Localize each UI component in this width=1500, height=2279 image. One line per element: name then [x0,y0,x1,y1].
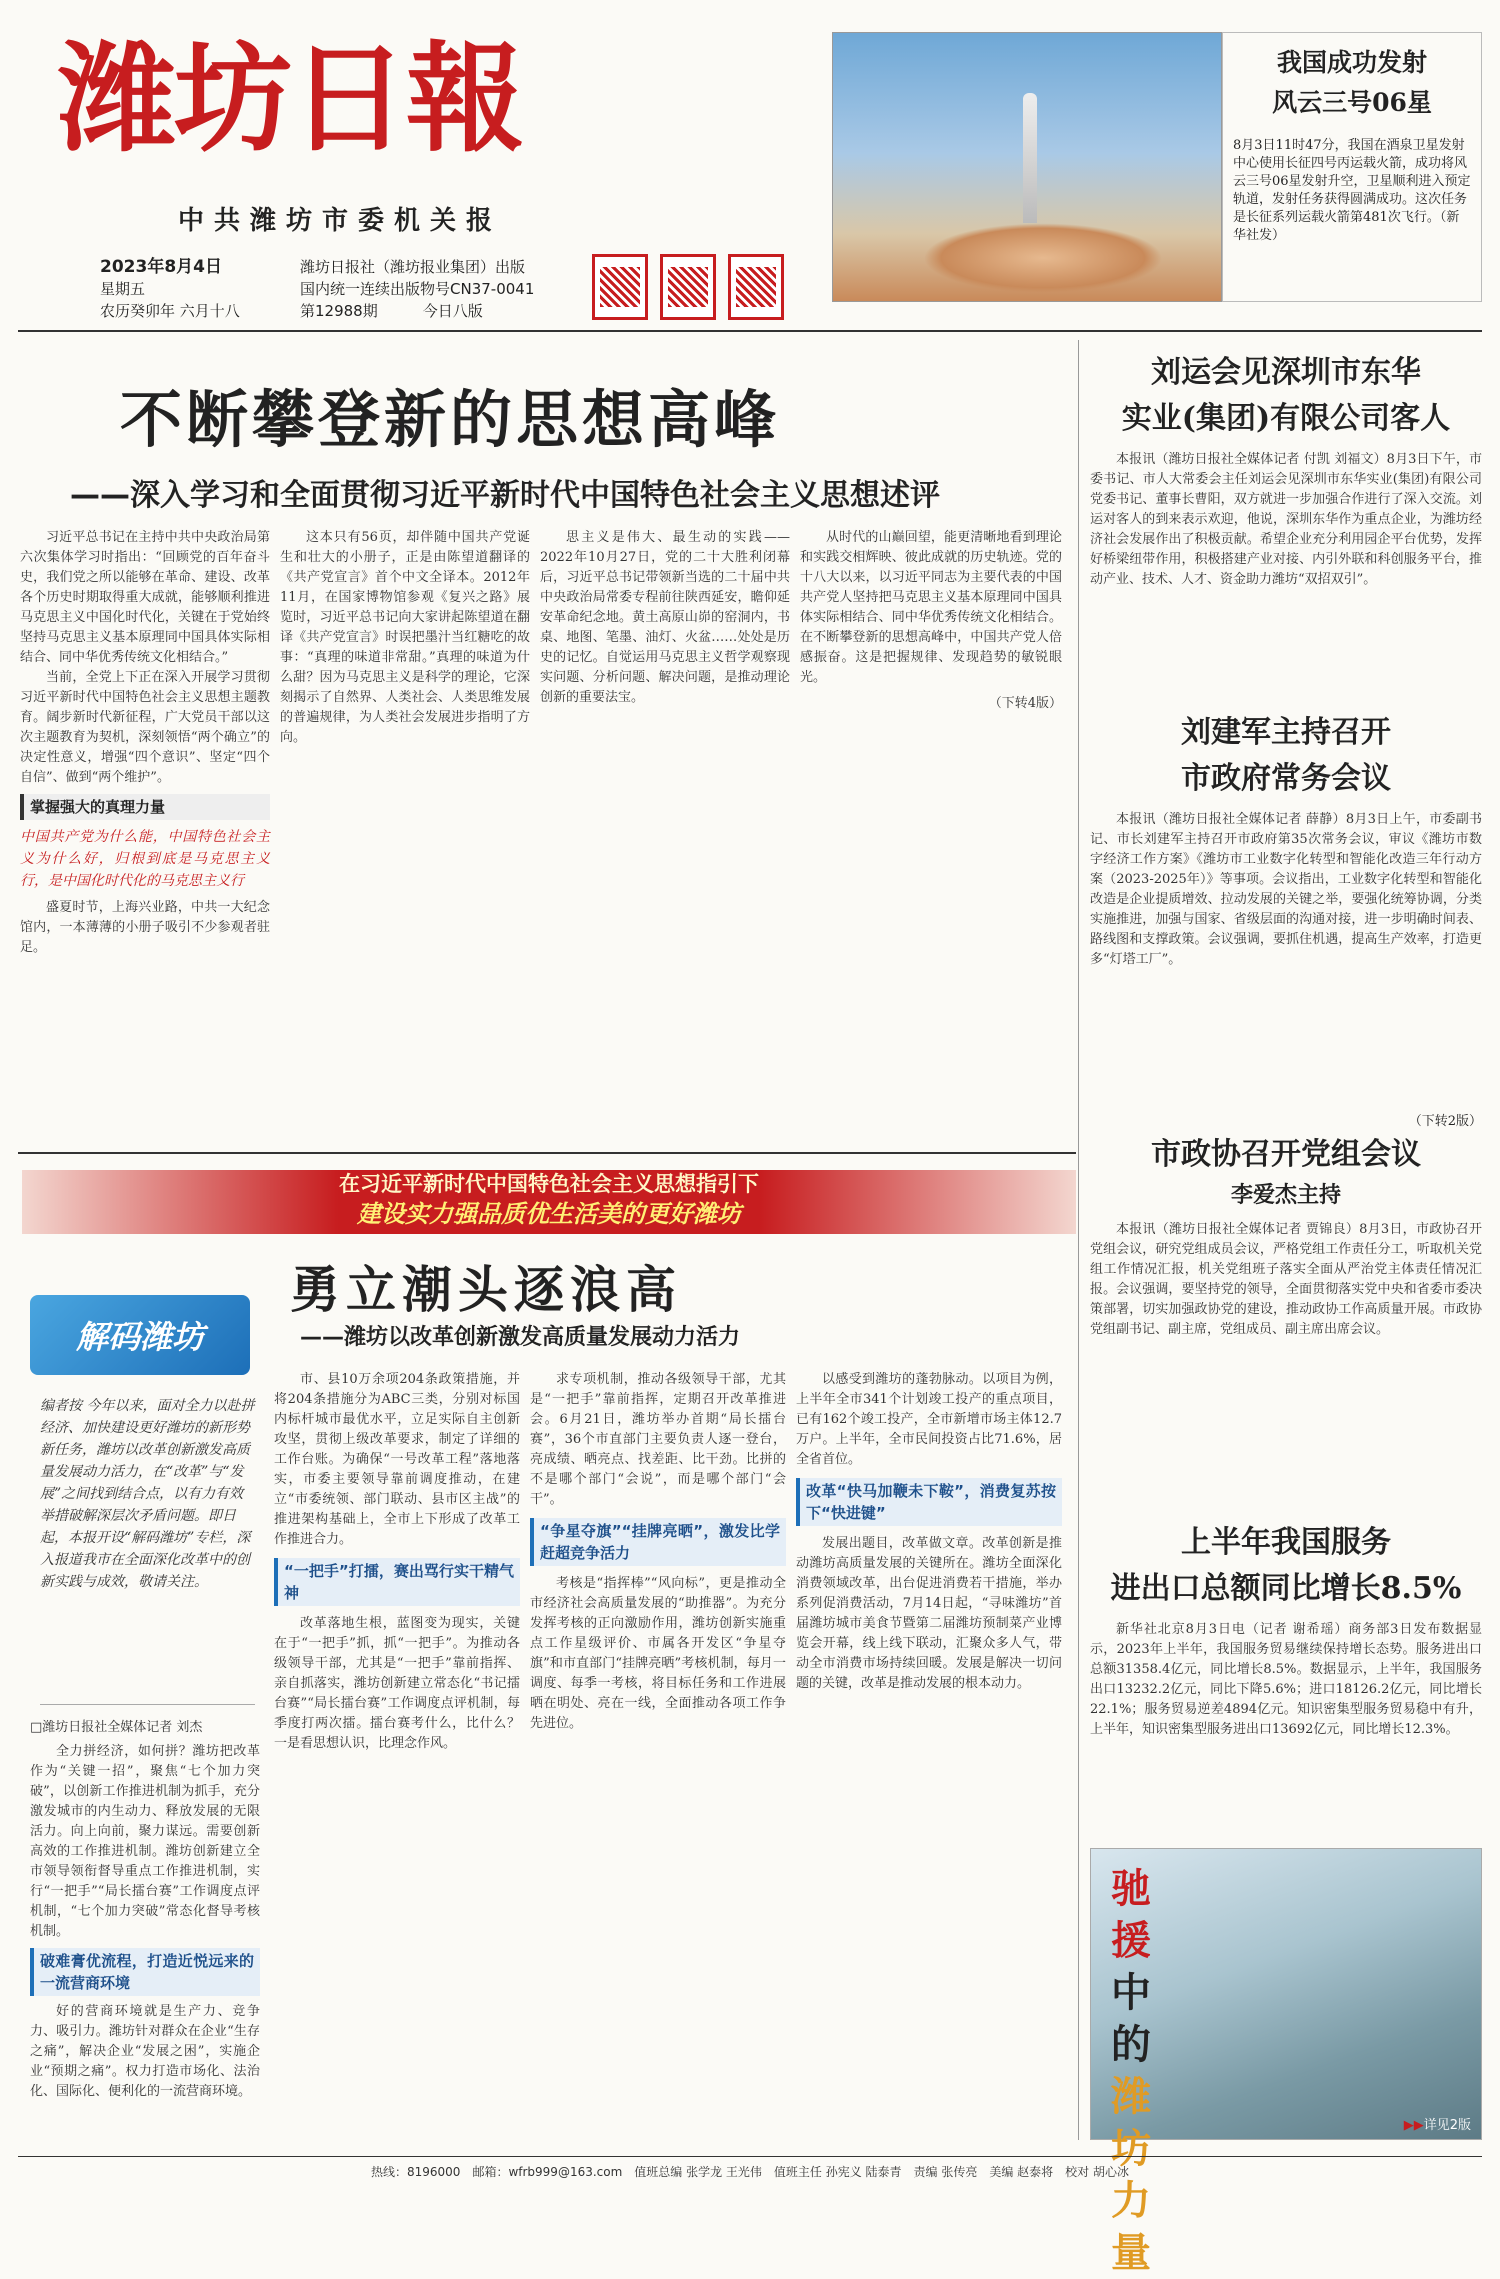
feature-section-4: 改革“快马加鞭未下鞍”，消费复苏按下“快进键” [796,1478,1062,1526]
lead-headline[interactable]: 不断攀登新的思想高峰 [120,383,781,456]
qr-code-icon[interactable] [660,254,716,320]
side-article-2[interactable] [1090,710,1482,1129]
side-article-3[interactable] [1090,1132,1482,1450]
rocket-launch-photo [832,32,1222,302]
masthead-subtitle: 中共潍坊市委机关报 [178,206,503,236]
feature-column-2 [274,1370,520,2150]
top-news-body: 8月3日11时47分，我国在酒泉卫星发射中心使用长征四号丙运载火箭，成功将风云三号06星发射升空，卫星顺利进入预定轨道，发射任务获得圆满成功。这次任务是长征系列运载火箭第481次飞行。（新华社发） [1233,138,1471,243]
feature-column-1 [30,1718,260,2148]
arrow-icon: ▶▶ [1403,2118,1424,2133]
lead-col3-text: 思主义是伟大、最生动的实践——2022年10月27日，党的二十大胜利闭幕后，习近平总书记带领新当选的二十届中共中央政治局常委专程前往陕西延安，瞻仰延安革命纪念地。黄土高原山峁的窑洞内，书桌、地图、笔墨、油灯、火盆……处处是历史的记忆。自觉运用马克思主义哲学观察现实问题、分析问题、解决问题，是推动理论创新的重要法宝。 [540,530,790,705]
side1-title-line1: 刘运会见深圳市东华 [1151,355,1421,390]
decode-weifang-badge: 解码潍坊 [30,1295,250,1375]
lead-col1-text: 习近平总书记在主持中共中央政治局第六次集体学习时指出：“回顾党的百年奋斗史，我们党之所以能够在革命、建设、改革各个历史时期取得重大成就，能够顺利推进马克思主义中国化时代化，关键在于党始终坚持马克思主义基本原理同中国具体实际相结合、同中华优秀传统文化相结合。” [20,530,270,665]
feature-col3b-text: 考核是“指挥棒”“风向标”，更是推动全市经济社会高质量发展的“助推器”。为充分发挥考核的正向激励作用，潍坊创新实施重点工作星级评价、市属各开发区“争星夺旗”和市直部门“挂牌亮晒”考核机制，每月一调度、每季一考核，将目标任务和工作进展晒在明处、亮在一线，全面推动各项工作争先进位。 [530,1576,786,1731]
masthead-logo: 潍坊日報 [58,29,523,168]
lead-column-1 [20,528,270,1138]
lead-col2-text: 这本只有56页，却伴随中国共产党诞生和壮大的小册子，正是由陈望道翻译的《共产党宣言》首个中文全译本。2012年11月，在国家博物馆参观《复兴之路》展览时，习近平总书记向大家讲起陈望道在翻译《共产党宣言》时误把墨汁当红糖吃的故事：“真理的味道非常甜。”真理的味道为什么甜？因为马克思主义是科学的理论，它深刻揭示了自然界、人类社会、人类思维发展的普遍规律，为人类社会发展进步指明了方向。 [280,530,530,745]
feature-section-1: 破难膏优流程，打造近悦远来的一流营商环境 [30,1948,260,1996]
feature-column-3 [530,1370,786,2150]
side1-body: 本报讯（潍坊日报社全媒体记者 付凯 刘福文）8月3日下午，市委书记、市人大常委会主任刘运会见深圳市东华实业(集团)有限公司党委书记、董事长曹阳，双方就进一步加强合作进行了深入交流。刘运对客人的到来表示欢迎，他说，深圳东华作为重点企业，为潍坊经济社会发展作出了积极贡献。希望企业充分利用园企平台优势，发挥好桥梁纽带作用，积极搭建产业对接、内引外联和科创服务平台，推动产业、技术、人才、资金助力潍坊“双招双引”。 [1090,452,1482,587]
lead-section-title: 掌握强大的真理力量 [20,794,270,820]
side1-title-line2: 实业(集团)有限公司客人 [1121,401,1451,436]
lead-column-4 [800,528,1062,1138]
feature-col1-text: 全力拼经济，如何拼？潍坊把改革作为“关键一招”，聚焦“七个加力突破”，以创新工作推进机制为抓手，充分激发城市的内生动力、释放发展的无限活力。向上向前，聚力谋远。需要创新高效的工作推进机制。潍坊创新建立全市领导领衔督导重点工作推进机制，实行“一把手”“局长擂台赛”工作调度点评机制，“七个加力突破”常态化督导考核机制。 [30,1744,260,1939]
lead-column-2 [280,528,530,1138]
side-article-1[interactable] [1090,350,1482,690]
issue-number: 第12988期 [300,302,378,320]
page-count: 今日八版 [422,302,483,320]
lead-jump[interactable]: （下转4版） [988,696,1062,711]
issue-date: 2023年8月4日 [100,257,222,277]
side4-title-line2: 进出口总额同比增长8.5% [1110,1571,1462,1606]
publisher: 潍坊日报社（潍坊报业集团）出版 [300,258,526,276]
lead-quote: 中国共产党为什么能，中国特色社会主义为什么好，归根到底是马克思主义行，是中国化时代化的马克思主义行 [20,829,270,889]
side2-jump[interactable]: （下转2版） [1408,1114,1482,1129]
side2-body: 本报讯（潍坊日报社全媒体记者 薛静）8月3日上午，市委副书记、市长刘建军主持召开市政府第35次常务会议，审议《潍坊市数字经济工作方案》《潍坊市工业数字化转型和智能化改造三年行动方案（2023-2025年）》等事项。会议指出，工业数字化转型和智能化改造是企业提质增效、拉动发展的关键之举，要强化统筹协调，分类实施推进，加强与国家、省级层面的沟通对接，进一步明确时间表、路线图和支撑政策。会议强调，要抓住机遇，提高生产效率，打造更多“灯塔工厂”。 [1090,812,1482,967]
serial-number: 国内统一连续出版物号CN37-0041 [300,280,535,298]
side2-title-line1: 刘建军主持召开 [1181,715,1391,750]
side2-title-line2: 市政府常务会议 [1181,761,1391,796]
feature-column-4 [796,1370,1062,2150]
footer-credits: 热线：8196000 邮箱：wfrb999@163.com 值班总编 张学龙 王光伟 值班主任 孙宪义 陆泰青 责编 张传亮 美编 赵泰将 校对 胡心冰 [18,2156,1482,2186]
top-news-title-line1: 我国成功发射 [1276,48,1427,77]
flood-title-c: 潍坊力量 [1111,2073,1151,2276]
feature-byline: □潍坊日报社全媒体记者 刘杰 [30,1720,203,1735]
dateline [100,256,240,322]
theme-banner [22,1170,1076,1234]
rocket-icon [1023,93,1037,223]
feature-headline[interactable]: 勇立潮头逐浪高 [290,1260,682,1319]
side3-title-line1: 市政协召开党组会议 [1151,1137,1421,1172]
launch-smoke [923,223,1163,293]
flood-title [1111,1863,1171,2279]
feature-col2b-text: 改革落地生根，蓝图变为现实，关键在于“一把手”抓，抓“一把手”。为推动各级领导干部，尤其是“一把手”靠前指挥、亲自抓落实，潍坊创新建立常态化“书记擂台赛”“局长擂台赛”工作调度点评机制，每季度打两次擂。擂台赛考什么，比什么？一是看思想认识，比理念作风。 [274,1616,520,1751]
side4-title-line1: 上半年我国服务 [1181,1525,1391,1560]
flood-rescue-photo[interactable] [1090,1848,1482,2276]
banner-line2: 建设实力强品质优生活美的更好潍坊 [357,1200,741,1228]
feature-col2-text: 市、县10万余项204条政策措施，并将204条措施分为ABC三类，分别对标国内标杆城市最优水平，立足实际自主创新攻坚，贯彻上级改革要求，制定了详细的工作台账。为确保“一号改革工程”落地落实，市委主要领导靠前调度推动，在建立“市委统领、部门联动、县市区主战”的推进架构基础上，全市上下形成了改革工作推进合力。 [274,1372,520,1547]
feature-col1b-text: 好的营商环境就是生产力、竞争力、吸引力。潍坊针对群众在企业“生存之痛”，解决企业“发展之困”，实施企业“预期之痛”。权力打造市场化、法治化、国际化、便利化的一流营商环境。 [30,2004,260,2099]
side3-title-line2: 李爱杰主持 [1230,1182,1341,1208]
lead-column-3 [540,528,790,1138]
banner-line1: 在习近平新时代中国特色社会主义思想指引下 [339,1172,759,1196]
editor-note: 编者按 今年以来，面对全力以赴拼经济、加快建设更好潍坊的新形势新任务，潍坊以改革创新激发高质量发展动力活力，在“改革”与“发展”之间找到结合点，以有力有效举措破解深层次矛盾问题。即日起，本报开设“解码潍坊”专栏，深入报道我市在全面深化改革中的创新实践与成效，敬请关注。 [40,1395,255,1705]
lead-subhead: ——深入学习和全面贯彻习近平新时代中国特色社会主义思想述评 [70,478,940,513]
issue-lunar-date: 农历癸卯年 六月十八 [100,302,240,320]
side3-body: 本报讯（潍坊日报社全媒体记者 贾锦良）8月3日，市政协召开党组会议，研究党组成员会议，严格党组工作责任分工，听取机关党组工作情况汇报，机关党组班子落实全面从严治党主体责任情况汇报。会议强调，要坚持党的领导，全面贯彻落实党中央和省委市委决策部署，切实加强政协党的建设，推动政协工作高质量开展。市政协党组副书记、副主席，党组成员、副主席出席会议。 [1090,1222,1482,1337]
top-news-box[interactable] [1222,32,1482,302]
feature-section-3: “争星夺旗”“挂牌亮晒”，激发比学赶超竞争活力 [530,1518,786,1566]
issue-weekday: 星期五 [100,280,146,298]
flood-title-a: 驰援 [1111,1865,1151,1964]
feature-subhead: ——潍坊以改革创新激发高质量发展动力活力 [300,1325,741,1350]
feature-col3-text: 求专项机制，推动各级领导干部，尤其是“一把手”靠前指挥，定期召开改革推进会。6月21日，潍坊举办首期“局长擂台赛”，36个市直部门主要负责人逐一登台，亮成绩、晒亮点、找差距、比干劲。比拼的不是哪个部门“会说”，而是哪个部门“会干”。 [530,1372,786,1507]
column-divider [1078,340,1079,2140]
qr-code-icon[interactable] [592,254,648,320]
masthead [58,29,678,236]
top-news-title-line2: 风云三号06星 [1272,88,1432,117]
lead-col1c-text: 盛夏时节，上海兴业路，中共一大纪念馆内，一本薄薄的小册子吸引不少参观者驻足。 [20,900,270,955]
publication-info [300,256,534,322]
side4-body: 新华社北京8月3日电（记者 谢希瑶）商务部3日发布数据显示，2023年上半年，我国服务贸易继续保持增长态势。服务进出口总额31358.4亿元，同比增长8.5%。数据显示，上半年，我国服务出口13232.2亿元，同比下降5.6%；进口18126.2亿元，同比增长22.1%；服务贸易逆差4894亿元。知识密集型服务贸易稳中有升，上半年，知识密集型服务进出口13692亿元，同比增长12.3%。 [1090,1622,1482,1737]
qr-code-icon[interactable] [728,254,784,320]
feature-section-2: “一把手”打擂，赛出骂行实干精气神 [274,1558,520,1606]
flood-jump[interactable]: ▶▶详见2版 [1403,2118,1471,2133]
lead-col1b-text: 当前，全党上下正在深入开展学习贯彻习近平新时代中国特色社会主义思想主题教育。阔步新时代新征程，广大党员干部以这次主题教育为契机，深刻领悟“两个确立”的决定性意义，增强“四个意识”、坚定“四个自信”、做到“两个维护”。 [20,670,270,785]
lead-col4-text: 从时代的山巅回望，能更清晰地看到理论和实践交相辉映、彼此成就的历史轨迹。党的十八大以来，以习近平同志为主要代表的中国共产党人坚持把马克思主义基本原理同中国具体实际相结合、同中华优秀传统文化相结合。在不断攀登新的思想高峰中，中国共产党人倍感振奋。这是把握规律、发现趋势的敏锐眼光。 [800,530,1062,685]
feature-col4-text: 以感受到潍坊的蓬勃脉动。以项目为例，上半年全市341个计划竣工投产的重点项目，已有162个竣工投产，全市新增市场主体12.7万户。上半年，全市民间投资占比71.6%，居全省首位。 [796,1372,1062,1467]
feature-col4b-text: 发展出题目，改革做文章。改革创新是推动潍坊高质量发展的关键所在。潍坊全面深化消费领域改革，出台促进消费若干措施，举办系列促消费活动，7月14日起，“寻味潍坊”首届潍坊城市美食节暨第二届潍坊预制菜产业博览会开幕，线上线下联动，汇聚众多人气，带动全市消费市场持续回暖。发展是解决一切问题的关键，改革是推动发展的根本动力。 [796,1536,1062,1691]
flood-title-b: 中的 [1111,1969,1151,2068]
side-article-4[interactable] [1090,1520,1482,1840]
